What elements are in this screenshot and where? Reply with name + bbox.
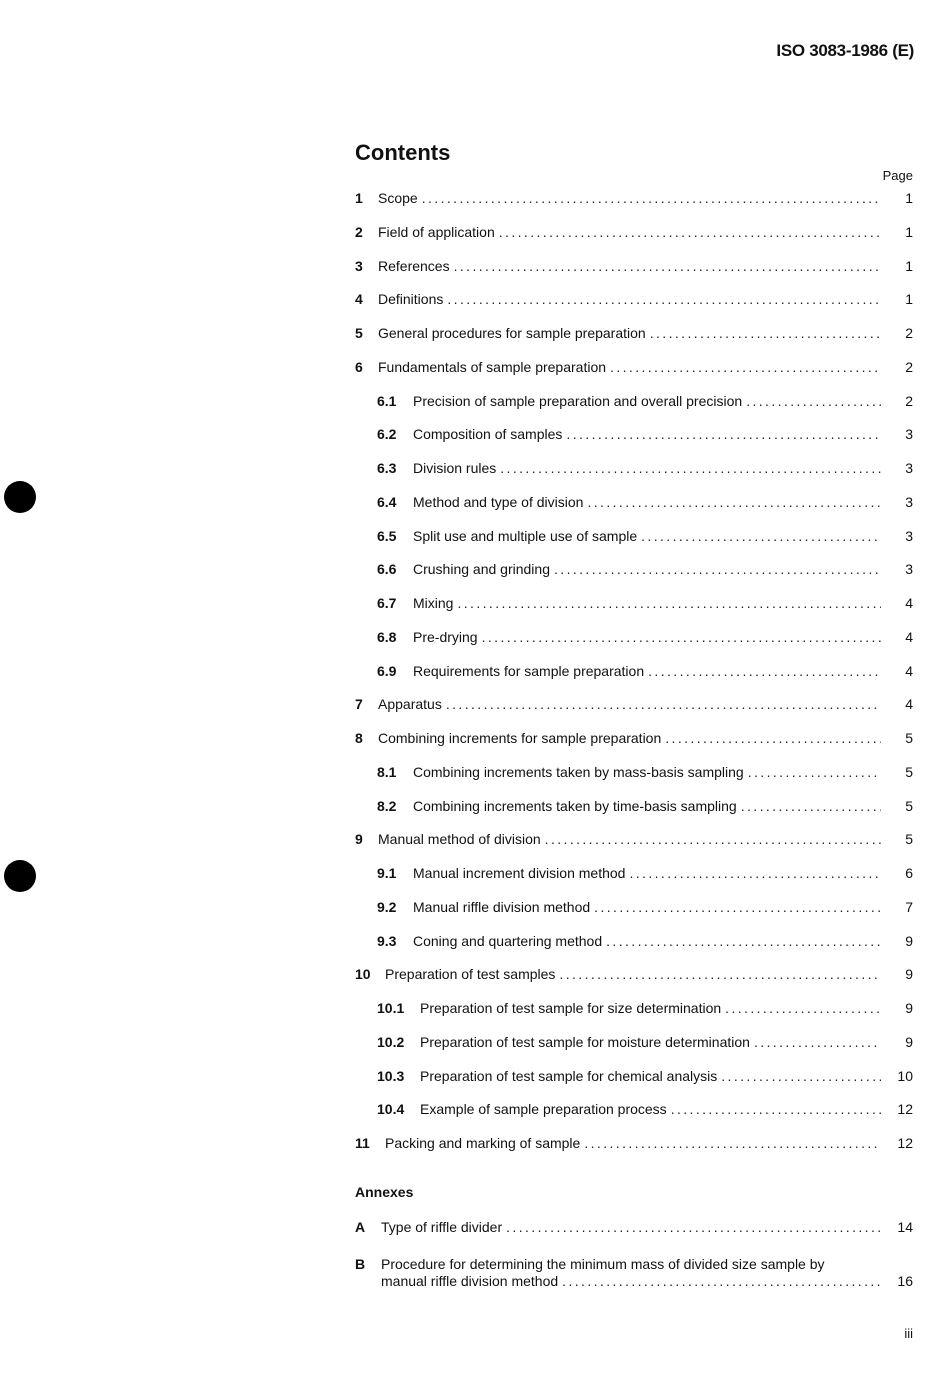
toc-entry[interactable]: [377, 865, 913, 887]
toc-entry-number: 6.4: [377, 494, 397, 510]
footer-page-number: iii: [904, 1326, 913, 1341]
toc-entry-label: Method and type of division: [413, 494, 584, 510]
toc-entry[interactable]: [355, 831, 913, 853]
toc-entry-number: 6.6: [377, 561, 397, 577]
leader-dots: [587, 494, 881, 510]
toc-entry-page: 14: [897, 1219, 913, 1235]
toc-entry-number: 9.1: [377, 865, 397, 881]
toc-entry-label: Composition of samples: [413, 426, 563, 442]
toc-entry-page: 4: [905, 595, 913, 611]
leader-dots: [506, 1219, 881, 1235]
leader-dots: [606, 933, 881, 949]
toc-entry[interactable]: [377, 561, 913, 583]
toc-entry-number: 6: [355, 359, 363, 375]
toc-entry-page: 12: [897, 1135, 913, 1151]
toc-entry-number: 10.1: [377, 1000, 405, 1016]
toc-entry-number: 6.9: [377, 663, 397, 679]
toc-entry-page: 4: [905, 629, 913, 645]
toc-entry-page: 2: [905, 393, 913, 409]
toc-entry-page: 9: [905, 1000, 913, 1016]
toc-entry-page: 16: [897, 1273, 913, 1289]
leader-dots: [650, 325, 881, 341]
leader-dots: [641, 528, 881, 544]
toc-entry-number: 8.1: [377, 764, 397, 780]
leader-dots: [457, 595, 881, 611]
toc-entry[interactable]: [377, 460, 913, 482]
annexes-heading: Annexes: [355, 1184, 414, 1200]
toc-entry[interactable]: [355, 258, 913, 280]
leader-dots: [446, 696, 881, 712]
toc-entry-number: 6.8: [377, 629, 397, 645]
toc-entry[interactable]: [377, 764, 913, 786]
toc-entry-label: Combining increments taken by time-basis sampling: [413, 798, 737, 814]
toc-entry[interactable]: [377, 1101, 913, 1123]
toc-entry[interactable]: [355, 359, 913, 381]
leader-dots: [584, 1135, 881, 1151]
toc-entry-page: 10: [897, 1068, 913, 1084]
toc-entry-number: 10.4: [377, 1101, 405, 1117]
toc-entry-number: 9.2: [377, 899, 397, 915]
toc-entry-label: Preparation of test sample for moisture determination: [420, 1034, 750, 1050]
toc-entry-label-line1: Procedure for determining the minimum mass of divided size sample by: [381, 1256, 825, 1272]
toc-entry-page: 6: [905, 865, 913, 881]
toc-entry-number: A: [355, 1219, 366, 1235]
toc-entry[interactable]: [355, 190, 913, 212]
toc-entry[interactable]: [377, 663, 913, 685]
toc-entry[interactable]: [377, 426, 913, 448]
toc-entry-page: 3: [905, 528, 913, 544]
toc-entry[interactable]: [355, 730, 913, 752]
toc-entry-number: 6.5: [377, 528, 397, 544]
toc-entry-number: 6.2: [377, 426, 397, 442]
toc-entry-number: 8.2: [377, 798, 397, 814]
leader-dots: [566, 426, 881, 442]
toc-entry[interactable]: [377, 798, 913, 820]
toc-entry-number: 4: [355, 291, 363, 307]
toc-entry-label: Fundamentals of sample preparation: [378, 359, 607, 375]
toc-entry-page: 5: [905, 831, 913, 847]
toc-entry-label: Combining increments taken by mass-basis sampling: [413, 764, 744, 780]
toc-entry-page: 5: [905, 730, 913, 746]
toc-entry-page: 7: [905, 899, 913, 915]
toc-entry-number: 2: [355, 224, 363, 240]
leader-dots: [748, 764, 881, 780]
leader-dots: [746, 393, 881, 409]
toc-entry-page: 9: [905, 1034, 913, 1050]
toc-entry-number: 10: [355, 966, 371, 982]
toc-entry-number: 3: [355, 258, 363, 274]
toc-entry-number: 10.2: [377, 1034, 405, 1050]
leader-dots: [594, 899, 881, 915]
toc-entry[interactable]: [355, 224, 913, 246]
toc-entry-label: Pre-drying: [413, 629, 478, 645]
toc-entry-label: Scope: [378, 190, 418, 206]
leader-dots: [629, 865, 881, 881]
leader-dots: [562, 1273, 881, 1289]
toc-entry-number: 9: [355, 831, 363, 847]
toc-entry-label: Apparatus: [378, 696, 442, 712]
toc-entry-page: 3: [905, 426, 913, 442]
toc-entry-label: Manual riffle division method: [413, 899, 591, 915]
punch-hole-top: [4, 481, 36, 513]
toc-entry-label: Mixing: [413, 595, 454, 611]
leader-dots: [422, 190, 881, 206]
leader-dots: [499, 224, 881, 240]
toc-entry[interactable]: [377, 1068, 913, 1090]
toc-entry-number: 11: [355, 1135, 370, 1151]
toc-entry-page: 9: [905, 966, 913, 982]
toc-entry-label: Coning and quartering method: [413, 933, 603, 949]
toc-entry-label: Manual method of division: [378, 831, 541, 847]
toc-entry-label: Combining increments for sample preparation: [378, 730, 662, 746]
punch-hole-bottom: [4, 860, 36, 892]
toc-entry-page: 5: [905, 764, 913, 780]
leader-dots: [754, 1034, 881, 1050]
toc-entry-page: 4: [905, 663, 913, 679]
toc-entry[interactable]: [377, 1000, 913, 1022]
toc-entry[interactable]: [377, 1034, 913, 1056]
leader-dots: [454, 258, 881, 274]
leader-dots: [610, 359, 881, 375]
toc-entry-page: 3: [905, 494, 913, 510]
toc-entry-label: References: [378, 258, 450, 274]
toc-entry-number: 6.1: [377, 393, 397, 409]
toc-entry-page: 2: [905, 359, 913, 375]
toc-entry[interactable]: [355, 1135, 913, 1157]
toc-entry[interactable]: [377, 494, 913, 516]
toc-entry-label: Field of application: [378, 224, 495, 240]
toc-entry-label: Manual increment division method: [413, 865, 626, 881]
toc-entry-label: Preparation of test sample for size determination: [420, 1000, 722, 1016]
toc-entry-page: 3: [905, 561, 913, 577]
toc-entry-label: Preparation of test samples: [385, 966, 556, 982]
toc-entry-number: 6.3: [377, 460, 397, 476]
toc-entry[interactable]: [377, 595, 913, 617]
leader-dots: [545, 831, 881, 847]
leader-dots: [741, 798, 881, 814]
toc-entry-number: 9.3: [377, 933, 397, 949]
leader-dots: [554, 561, 881, 577]
toc-entry-number: 10.3: [377, 1068, 405, 1084]
toc-entry[interactable]: [377, 899, 913, 921]
toc-entry-page: 2: [905, 325, 913, 341]
toc-entry-page: 9: [905, 933, 913, 949]
toc-entry-label: Division rules: [413, 460, 497, 476]
leader-dots: [648, 663, 881, 679]
toc-entry[interactable]: [377, 629, 913, 651]
toc-entry-number: 5: [355, 325, 363, 341]
document-id-header: ISO 3083-1986 (E): [776, 41, 914, 60]
toc-entry-number: 1: [355, 190, 363, 206]
toc-entry-label: Definitions: [378, 291, 444, 307]
toc-entry-page: 1: [905, 258, 913, 274]
leader-dots: [725, 1000, 881, 1016]
toc-entry-label: Type of riffle divider: [381, 1219, 503, 1235]
toc-entry-number: B: [355, 1256, 366, 1272]
toc-entry-page: 12: [897, 1101, 913, 1117]
leader-dots: [500, 460, 881, 476]
leader-dots: [671, 1101, 881, 1117]
toc-entry-label: Packing and marking of sample: [385, 1135, 581, 1151]
toc-entry[interactable]: [377, 933, 913, 955]
toc-entry-number: 6.7: [377, 595, 397, 611]
toc-entry-page: 3: [905, 460, 913, 476]
toc-entry[interactable]: [377, 528, 913, 550]
toc-entry[interactable]: [355, 696, 913, 718]
toc-entry-page: 1: [905, 190, 913, 206]
toc-entry[interactable]: [355, 291, 913, 313]
leader-dots: [559, 966, 881, 982]
page-title: Contents: [355, 140, 451, 165]
page-column-label: Page: [882, 168, 913, 183]
toc-entry[interactable]: [355, 966, 913, 988]
leader-dots: [447, 291, 881, 307]
toc-entry-label: Example of sample preparation process: [420, 1101, 667, 1117]
toc-entry-label: Precision of sample preparation and overall precision: [413, 393, 743, 409]
toc-entry-page: 1: [905, 291, 913, 307]
toc-entry-label: General procedures for sample preparation: [378, 325, 646, 341]
toc-entry-page: 5: [905, 798, 913, 814]
leader-dots: [482, 629, 881, 645]
toc-entry-number: 8: [355, 730, 363, 746]
toc-entry-number: 7: [355, 696, 363, 712]
toc-entry-label-line2: manual riffle division method: [381, 1273, 559, 1289]
toc-entry-label: Crushing and grinding: [413, 561, 550, 577]
toc-entry-page: 1: [905, 224, 913, 240]
toc-entry[interactable]: [355, 325, 913, 347]
toc-entry[interactable]: [377, 393, 913, 415]
toc-entry-label: Preparation of test sample for chemical analysis: [420, 1068, 718, 1084]
toc-entry-label: Requirements for sample preparation: [413, 663, 645, 679]
leader-dots: [665, 730, 881, 746]
toc-entry-annex-a[interactable]: [355, 1219, 913, 1241]
toc-entry-page: 4: [905, 696, 913, 712]
leader-dots: [721, 1068, 881, 1084]
toc-entry-label: Split use and multiple use of sample: [413, 528, 638, 544]
